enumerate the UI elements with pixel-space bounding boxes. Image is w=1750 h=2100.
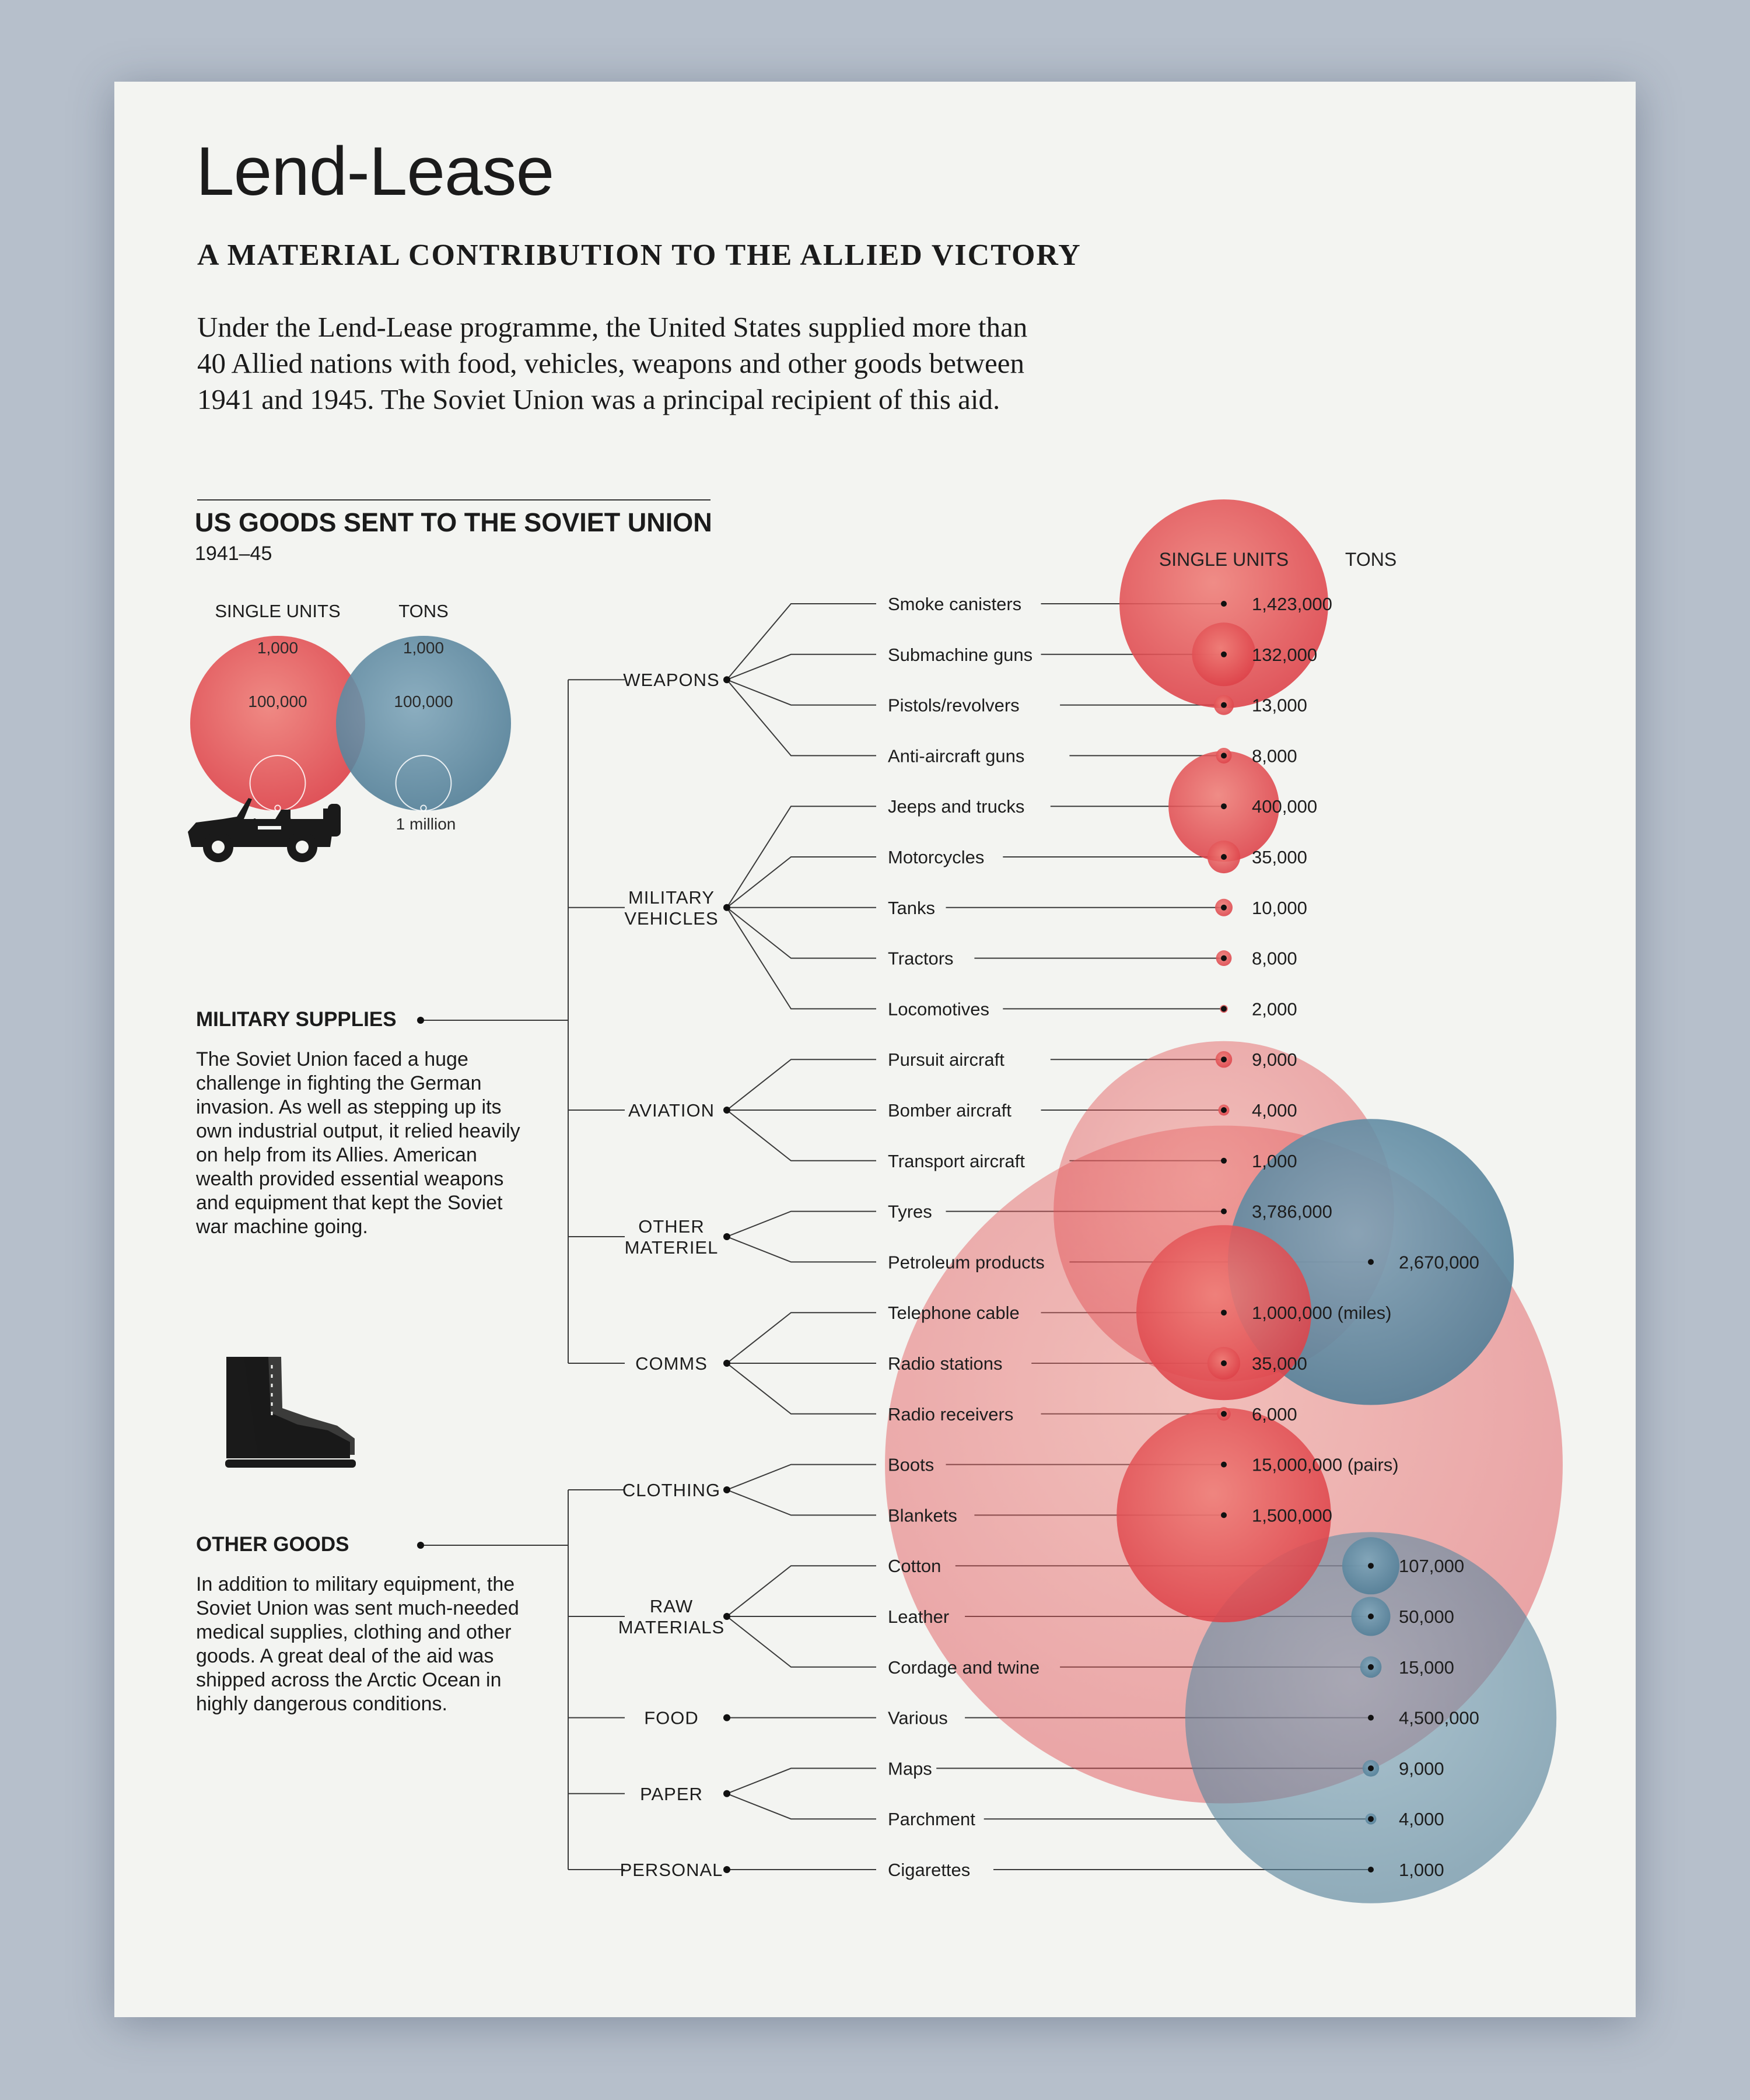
value-label-radio-receivers: 6,000 [1252, 1404, 1297, 1424]
value-dot [1368, 1259, 1374, 1265]
boot-icon [225, 1357, 356, 1468]
value-label-pistols-revolvers: 13,000 [1252, 695, 1307, 716]
category-label-line: RAW [649, 1596, 694, 1616]
value-dot [1368, 1664, 1374, 1670]
value-dot [1221, 702, 1227, 708]
value-dot [1221, 1411, 1227, 1417]
branch-line [727, 604, 876, 680]
value-dot [1221, 956, 1227, 961]
category-label-line: CLOTHING [622, 1480, 721, 1500]
item-label-smoke-canisters: Smoke canisters [888, 594, 1022, 614]
category-label-clothing [622, 1480, 720, 1500]
item-label-anti-aircraft-guns: Anti-aircraft guns [888, 746, 1025, 766]
category-label-line: MILITARY [628, 887, 715, 908]
value-dot [1221, 905, 1227, 911]
value-dot [1221, 1056, 1227, 1062]
legend-size-label: 100,000 [394, 692, 453, 710]
category-label-line: PERSONAL [620, 1860, 723, 1880]
category-label-line: MATERIEL [624, 1237, 719, 1258]
category-dot [723, 1486, 730, 1493]
value-label-smoke-canisters: 1,423,000 [1252, 594, 1332, 614]
value-label-radio-stations: 35,000 [1252, 1353, 1307, 1374]
category-label-paper [640, 1784, 703, 1804]
value-label-telephone-cable: 1,000,000 (miles) [1252, 1303, 1392, 1324]
category-label-line: COMMS [635, 1353, 708, 1374]
value-label-transport-aircraft: 1,000 [1252, 1150, 1297, 1171]
value-label-tyres: 3,786,000 [1252, 1201, 1332, 1222]
category-label-other-materiel [625, 1216, 719, 1258]
category-dot [723, 904, 730, 911]
value-label-petroleum-products: 2,670,000 [1399, 1252, 1479, 1273]
category-label-line: WEAPONS [623, 670, 720, 691]
category-label-personal [620, 1860, 723, 1880]
item-label-locomotives: Locomotives [888, 999, 990, 1020]
value-dot [1221, 803, 1227, 809]
value-label-bomber-aircraft: 4,000 [1252, 1100, 1297, 1121]
branch-line [727, 1566, 876, 1616]
value-dot [1368, 1867, 1374, 1873]
item-label-telephone-cable: Telephone cable [888, 1303, 1020, 1324]
branch-line [727, 680, 876, 705]
category-dot [723, 1107, 730, 1114]
value-dot [1221, 1209, 1227, 1214]
category-label-line: AVIATION [628, 1100, 715, 1121]
military-supplies-heading: MILITARY SUPPLIES [196, 1008, 397, 1031]
value-label-tanks: 10,000 [1252, 897, 1307, 918]
value-label-submachine-guns: 132,000 [1252, 644, 1318, 665]
branch-line [727, 1312, 876, 1363]
value-dot [1368, 1563, 1374, 1569]
value-dot [1221, 1006, 1227, 1012]
value-dot [1221, 1512, 1227, 1518]
item-label-various: Various [888, 1707, 948, 1728]
value-label-locomotives: 2,000 [1252, 999, 1297, 1020]
single-units-column-header: SINGLE UNITS [1158, 549, 1289, 570]
value-label-anti-aircraft-guns: 8,000 [1252, 746, 1297, 766]
value-dot [1221, 1158, 1227, 1164]
legend-size-label: 1,000 [402, 639, 444, 657]
item-label-maps: Maps [888, 1758, 932, 1779]
value-dot [1221, 752, 1227, 758]
branch-line [727, 1794, 876, 1819]
military-supplies-text: The Soviet Union faced a huge challenge in fighting the German invasion. As well as stepping up its own industrial output, it relied heavily on help from its Allies. American wealth provided essential weapons and equipment that kept the Soviet war machine going. [196, 1048, 520, 1238]
category-label-comms [635, 1353, 708, 1374]
branch-line [727, 857, 876, 908]
branch-line [727, 1465, 876, 1490]
item-label-radio-receivers: Radio receivers [888, 1404, 1014, 1424]
value-label-cordage-and-twine: 15,000 [1399, 1657, 1454, 1678]
intro-paragraph: Under the Lend-Lease programme, the United States supplied more than 40 Allied nations with food, vehicles, weapons and other goods between 1941 and 1945. The Soviet Union was a principal recipient of this aid. [197, 311, 1028, 415]
legend-header-tons: TONS [398, 601, 449, 621]
item-label-cordage-and-twine: Cordage and twine [888, 1657, 1040, 1678]
branch-line [727, 1363, 876, 1414]
branch-line [727, 908, 876, 958]
value-dot [1221, 854, 1227, 860]
item-label-tyres: Tyres [888, 1201, 932, 1222]
category-dot [723, 1360, 730, 1367]
legend-size-label: 1 million [396, 815, 456, 833]
item-label-cigarettes: Cigarettes [888, 1860, 971, 1880]
category-label-raw-materials [618, 1596, 724, 1637]
category-label-line: VEHICLES [624, 908, 719, 929]
branch-line [727, 1616, 876, 1667]
category-dot [723, 676, 730, 683]
value-dot [1368, 1816, 1374, 1822]
category-label-weapons [623, 670, 719, 690]
value-dot [1368, 1614, 1374, 1619]
category-dot [723, 1714, 730, 1721]
branch-line [727, 1212, 876, 1237]
branch-line [727, 1490, 876, 1515]
item-label-blankets: Blankets [888, 1505, 957, 1526]
legend-circle-tons [336, 636, 511, 811]
category-label-line: FOOD [644, 1707, 699, 1728]
item-label-jeeps-and-trucks: Jeeps and trucks [888, 796, 1025, 817]
item-label-petroleum-products: Petroleum products [888, 1252, 1045, 1273]
value-dot [1368, 1715, 1374, 1721]
value-label-various: 4,500,000 [1399, 1707, 1479, 1728]
item-label-radio-stations: Radio stations [888, 1353, 1003, 1374]
item-label-pursuit-aircraft: Pursuit aircraft [888, 1049, 1005, 1070]
value-dot [1221, 1462, 1227, 1468]
other-goods-text: In addition to military equipment, the Soviet Union was sent much-needed medical supplies, clothing and other goods. A great deal of the aid was shipped across the Arctic Ocean in highly dangerous conditions. [196, 1573, 519, 1715]
branch-line [727, 1237, 876, 1262]
category-label-line: PAPER [640, 1783, 703, 1804]
value-label-parchment: 4,000 [1399, 1809, 1444, 1830]
chart-title: US GOODS SENT TO THE SOVIET UNION [195, 508, 712, 537]
branch-line [727, 1059, 876, 1110]
page-subtitle: A MATERIAL CONTRIBUTION TO THE ALLIED VICTORY [197, 239, 1082, 272]
tons-column-header: TONS [1345, 549, 1397, 570]
value-label-leather: 50,000 [1399, 1606, 1454, 1627]
category-dot [723, 1866, 730, 1873]
category-label-aviation [628, 1100, 715, 1121]
value-dot [1221, 1360, 1227, 1366]
item-label-cotton: Cotton [888, 1556, 942, 1577]
infographic-sheet [114, 82, 1636, 2017]
value-label-motorcycles: 35,000 [1252, 847, 1307, 867]
value-label-boots: 15,000,000 (pairs) [1252, 1454, 1399, 1475]
item-label-leather: Leather [888, 1606, 950, 1627]
category-label-food [644, 1708, 699, 1728]
chart-years: 1941–45 [195, 542, 272, 565]
value-dot [1368, 1765, 1374, 1771]
page-title: Lend-Lease [196, 133, 554, 210]
value-dot [1221, 1310, 1227, 1315]
category-dot [723, 1233, 730, 1240]
item-label-submachine-guns: Submachine guns [888, 644, 1033, 665]
branch-line [727, 1768, 876, 1793]
branch-line [727, 654, 876, 680]
item-label-parchment: Parchment [888, 1809, 975, 1830]
item-label-transport-aircraft: Transport aircraft [888, 1150, 1025, 1171]
group-dot [417, 1542, 424, 1549]
group-dot [417, 1017, 424, 1024]
item-label-tractors: Tractors [888, 948, 954, 969]
item-label-motorcycles: Motorcycles [888, 847, 985, 867]
legend-header-single: SINGLE UNITS [215, 601, 341, 621]
value-label-maps: 9,000 [1399, 1758, 1444, 1779]
value-label-cigarettes: 1,000 [1399, 1860, 1444, 1880]
item-label-boots: Boots [888, 1454, 935, 1475]
value-label-cotton: 107,000 [1399, 1556, 1465, 1577]
value-label-jeeps-and-trucks: 400,000 [1252, 796, 1318, 817]
value-label-pursuit-aircraft: 9,000 [1252, 1049, 1297, 1070]
branch-line [727, 680, 876, 755]
category-dot [723, 1790, 730, 1797]
category-label-military-vehicles [624, 887, 718, 929]
item-label-tanks: Tanks [888, 897, 935, 918]
item-label-pistols-revolvers: Pistols/revolvers [888, 695, 1020, 716]
value-dot [1221, 652, 1227, 657]
branch-line [727, 1110, 876, 1161]
value-dot [1221, 1107, 1227, 1113]
legend-size-label: 100,000 [248, 692, 307, 710]
category-label-line: MATERIALS [618, 1617, 725, 1637]
item-label-bomber-aircraft: Bomber aircraft [888, 1100, 1012, 1121]
other-goods-heading: OTHER GOODS [196, 1533, 349, 1556]
legend-size-label: 1,000 [257, 639, 299, 657]
category-label-line: OTHER [638, 1216, 705, 1237]
value-label-blankets: 1,500,000 [1252, 1505, 1332, 1526]
value-dot [1221, 601, 1227, 607]
value-label-tractors: 8,000 [1252, 948, 1297, 969]
